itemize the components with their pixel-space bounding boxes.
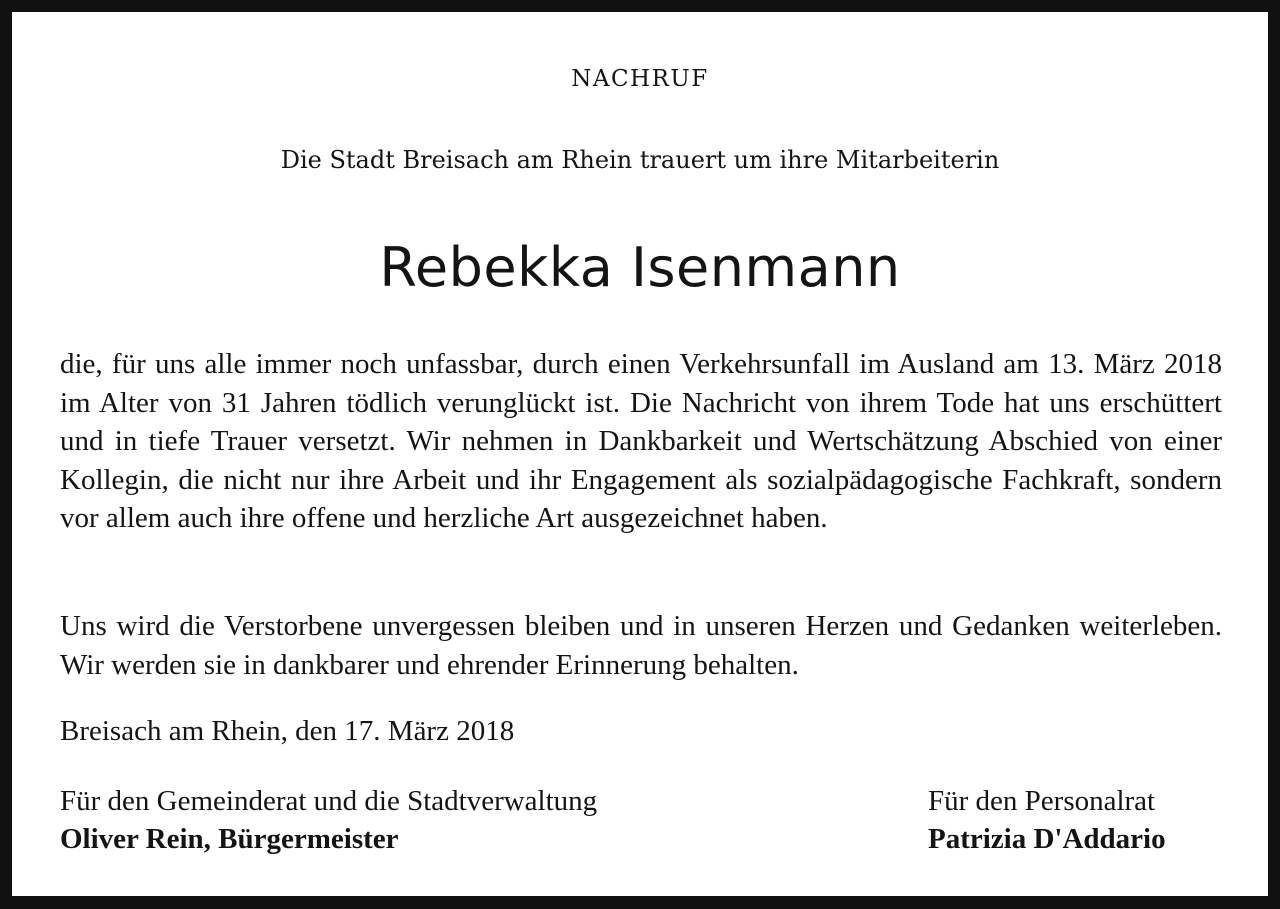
place-date-line: Breisach am Rhein, den 17. März 2018 [60, 715, 515, 747]
signature-left-role: Für den Gemeinderat und die Stadtverwaltung [60, 785, 598, 817]
signature-block-left [60, 782, 597, 858]
signature-left-name: Oliver Rein, Bürgermeister [60, 823, 399, 855]
signature-block-right [928, 782, 1166, 858]
notice-paragraph-2: Uns wird die Verstorbene unvergessen bleiben und in unseren Herzen und Gedanken weiterleben. Wir werden sie in dankbarer und ehrender Erinnerung behalten. [60, 610, 1222, 681]
obituary-notice [12, 12, 1268, 896]
notice-intro: Die Stadt Breisach am Rhein trauert um ihre Mitarbeiterin [280, 146, 1000, 174]
signature-right-role: Für den Personalrat [928, 785, 1156, 817]
deceased-name: Rebekka Isenmann [379, 236, 901, 299]
notice-paragraph-1: die, für uns alle immer noch unfassbar, durch einen Verkehrsunfall im Ausland am 13. März 2018 im Alter von 31 Jahren tödlich verunglückt ist. Die Nachricht von ihrem Tode hat uns erschüttert und in tiefe Trauer versetzt. Wir nehmen in Dankbarkeit und Wertschätzung Abschied von einer Kollegin, die nicht nur ihre Arbeit und ihr Engagement als sozialpädagogische Fachkraft, sondern vor allem auch ihre offene und herzliche Art ausgezeichnet haben. [60, 348, 1222, 535]
notice-heading: NACHRUF [571, 66, 709, 92]
signature-right-name: Patrizia D'Addario [928, 823, 1166, 855]
